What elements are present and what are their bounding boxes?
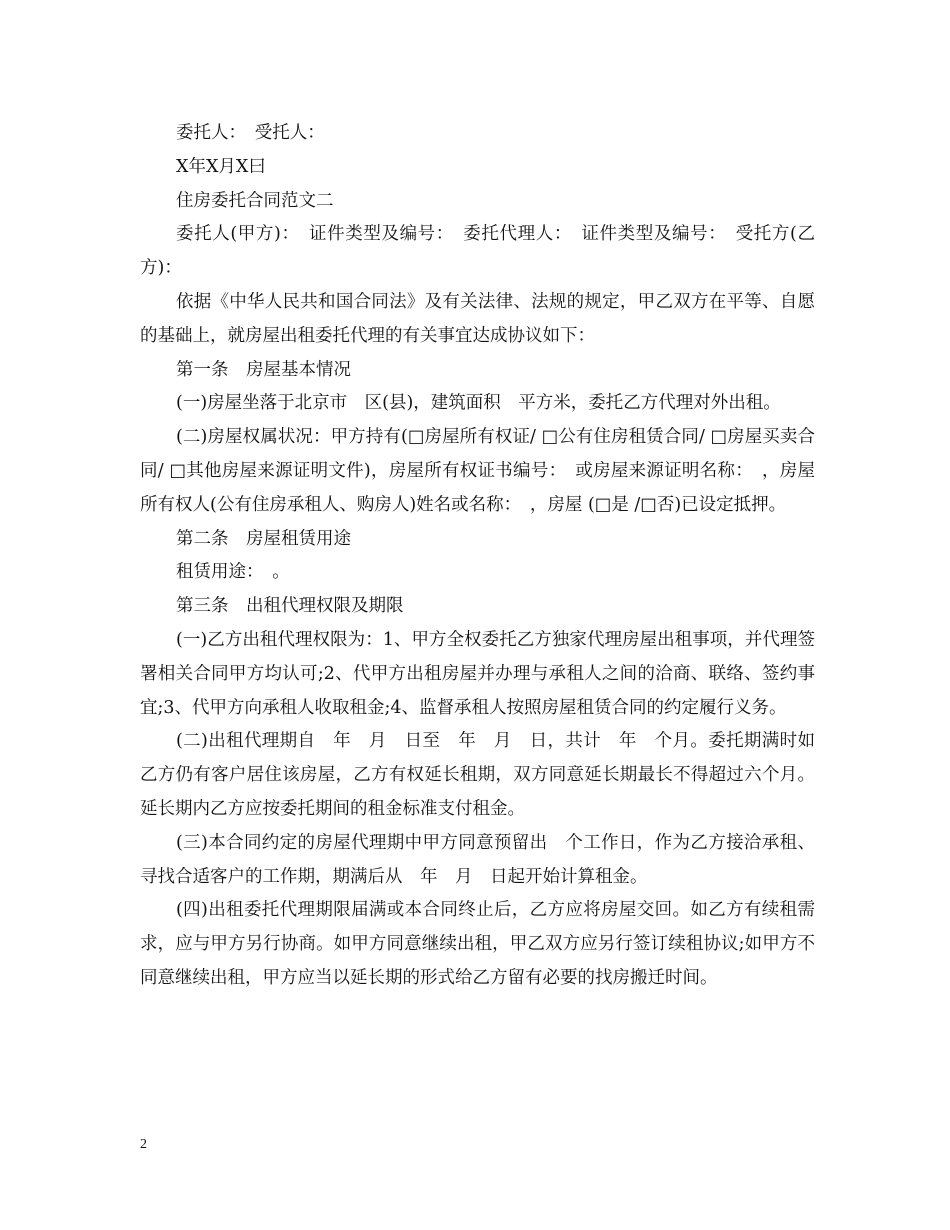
paragraph-article-1-heading: 第一条 房屋基本情况 [176,359,351,380]
paragraph-article-2-heading: 第二条 房屋租赁用途 [176,528,351,549]
paragraph-article-3-item-2: (二)出租代理期自 年 月 日至 年 月 日，共计 年 个月。委托期满时如乙方仍有客户居住该房屋，乙方有权延长租期，双方同意延长期最长不得超过六个月。延长期内乙方应按委托期间的租金标准支付租金。 [140,731,815,819]
paragraph-signatories: 委托人： 受托人： [176,123,325,143]
paragraph-date: X年X月X曰 [176,156,266,177]
paragraph-article-1-item-2: (二)房屋权属状况：甲方持有(□房屋所有权证/ □公有住房租赁合同/ □房屋买卖合同/ □其他房屋来源证明文件)，房屋所有权证书编号： 或房屋来源证明名称： ，房屋所有权人(公有住房承租人、购房人)姓名或名称： ，房屋 (□是 /□否)已设定抵押。 [140,427,815,515]
paragraph-article-3-item-3: (三)本合同约定的房屋代理期中甲方同意预留出 个工作日，作为乙方接洽承租、寻找合适客户的工作期，期满后从 年 月 日起开始计算租金。 [140,832,815,887]
paragraph-article-3-item-4: (四)出租委托代理期限届满或本合同终止后，乙方应将房屋交回。如乙方有续租需求，应与甲方另行协商。如甲方同意继续出租，甲乙双方应另行签订续租协议;如甲方不同意继续出租，甲方应当以延长期的形式给乙方留有必要的找房搬迁时间。 [140,900,815,988]
paragraph-section-title: 住房委托合同范文二 [176,190,334,211]
paragraph-article-3-heading: 第三条 出租代理权限及期限 [176,596,404,617]
page-number: 2 [140,1137,147,1152]
document-body [140,117,815,996]
paragraph-article-2-usage: 租赁用途： 。 [176,562,290,583]
paragraph-parties: 委托人(甲方)： 证件类型及编号： 委托代理人： 证件类型及编号： 受托方(乙方)： [140,224,815,279]
paragraph-article-3-item-1: (一)乙方出租代理权限为：1、甲方全权委托乙方独家代理房屋出租事项，并代理签署相关合同甲方均认可;2、代甲方出租房屋并办理与承租人之间的洽商、联络、签约事宜;3、代甲方向承租人收取租金;4、监督承租人按照房屋租赁合同的约定履行义务。 [140,629,815,718]
paragraph-article-1-item-1: (一)房屋坐落于北京市 区(县)，建筑面积 平方米，委托乙方代理对外出租。 [176,393,781,414]
paragraph-preamble: 依据《中华人民共和国合同法》及有关法律、法规的规定，甲乙双方在平等、自愿的基础上，就房屋出租委托代理的有关事宜达成协议如下： [140,291,815,346]
